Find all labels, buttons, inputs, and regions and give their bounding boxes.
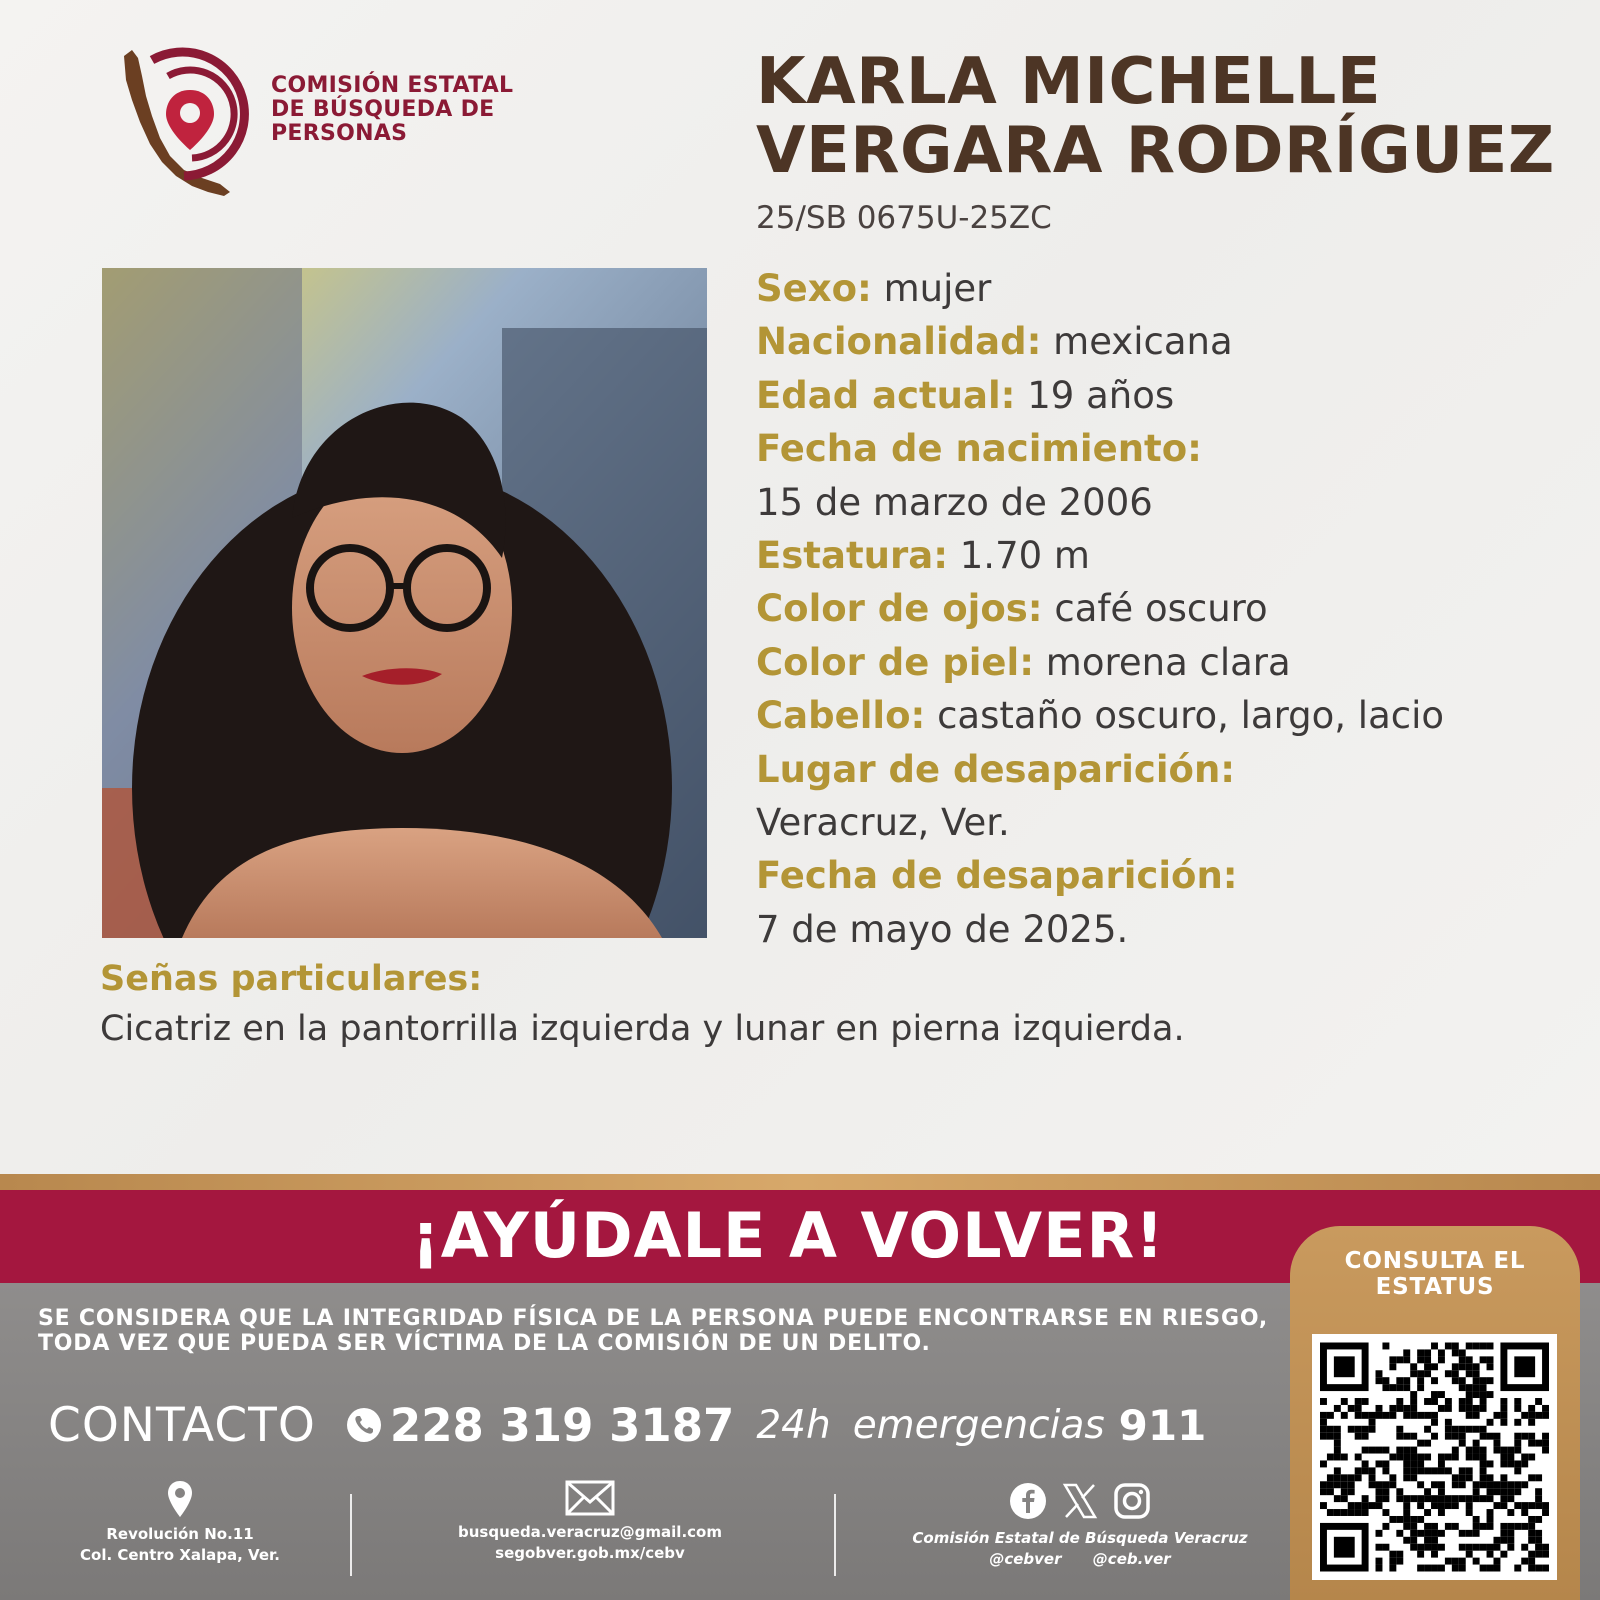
x-icon[interactable] [1061, 1482, 1099, 1520]
phone-icon [346, 1407, 382, 1443]
detail-place-label: Lugar de desaparición: [756, 747, 1236, 791]
location-pin-icon [166, 1480, 194, 1518]
detail-date-value: 7 de mayo de 2025. [756, 907, 1129, 951]
qr-code[interactable] [1312, 1334, 1557, 1580]
detail-height: Estatura: 1.70 m [756, 534, 1090, 578]
risk-warning: SE CONSIDERA QUE LA INTEGRIDAD FÍSICA DE LA PERSONA PUEDE ENCONTRARSE EN RIESGO, TODA VEZ QUE PUEDA SER VÍCTIMA DE LA COMISIÓN DE UN DELITO. [38, 1306, 1269, 1356]
person-details [756, 262, 1596, 956]
contact-row [48, 1392, 1278, 1458]
detail-age: Edad actual: 19 años [756, 373, 1175, 417]
case-id: 25/SB 0675U-25ZC [756, 200, 1052, 236]
detail-nationality: Nacionalidad: mexicana [756, 320, 1233, 364]
address-block: Revolución No.11 Col. Centro Xalapa, Ver. [60, 1480, 300, 1566]
gold-divider [0, 1174, 1600, 1190]
distinguishing-marks: Señas particulares: Cicatriz en la pantorrilla izquierda y lunar en pierna izquierda. [100, 959, 1185, 1049]
person-photo [102, 268, 707, 938]
detail-eye-color: Color de ojos: café oscuro [756, 587, 1268, 631]
mail-icon [565, 1480, 615, 1516]
facebook-icon[interactable] [1009, 1482, 1047, 1520]
contact-label: CONTACTO [48, 1397, 316, 1453]
emergency-label: emergencias [852, 1402, 1105, 1448]
social-block: Comisión Estatal de Búsqueda Veracruz @cebver @ceb.ver [880, 1482, 1280, 1570]
social-icons [880, 1482, 1280, 1520]
commission-logo [112, 46, 262, 198]
slogan: ¡AYÚDALE A VOLVER! [411, 1199, 1165, 1272]
detail-hair: Cabello: castaño oscuro, largo, lacio [756, 694, 1445, 738]
person-name: KARLA MICHELLE VERGARA RODRÍGUEZ [756, 45, 1555, 188]
detail-sex: Sexo: mujer [756, 267, 992, 310]
footer-divider [834, 1494, 836, 1576]
detail-place-value: Veracruz, Ver. [756, 801, 1010, 845]
instagram-icon[interactable] [1113, 1482, 1151, 1520]
emergency-number[interactable]: 911 [1118, 1400, 1207, 1450]
logo-wordmark: COMISIÓN ESTATAL DE BÚSQUEDA DE PERSONAS [271, 73, 514, 146]
detail-birthdate-value: 15 de marzo de 2006 [756, 480, 1153, 524]
phone-number[interactable]: 228 319 3187 [389, 1398, 735, 1452]
qr-code-graphic [1320, 1342, 1549, 1572]
detail-date-label: Fecha de desaparición: [756, 854, 1238, 898]
hours-label: 24h [756, 1402, 831, 1448]
footer-divider [350, 1494, 352, 1576]
qr-title: CONSULTA EL ESTATUS [1344, 1248, 1526, 1300]
detail-skin-color: Color de piel: morena clara [756, 640, 1291, 684]
email-block: busqueda.veracruz@gmail.com segobver.gob.mx/cebv [440, 1480, 740, 1564]
detail-birthdate-label: Fecha de nacimiento: [756, 427, 1202, 471]
